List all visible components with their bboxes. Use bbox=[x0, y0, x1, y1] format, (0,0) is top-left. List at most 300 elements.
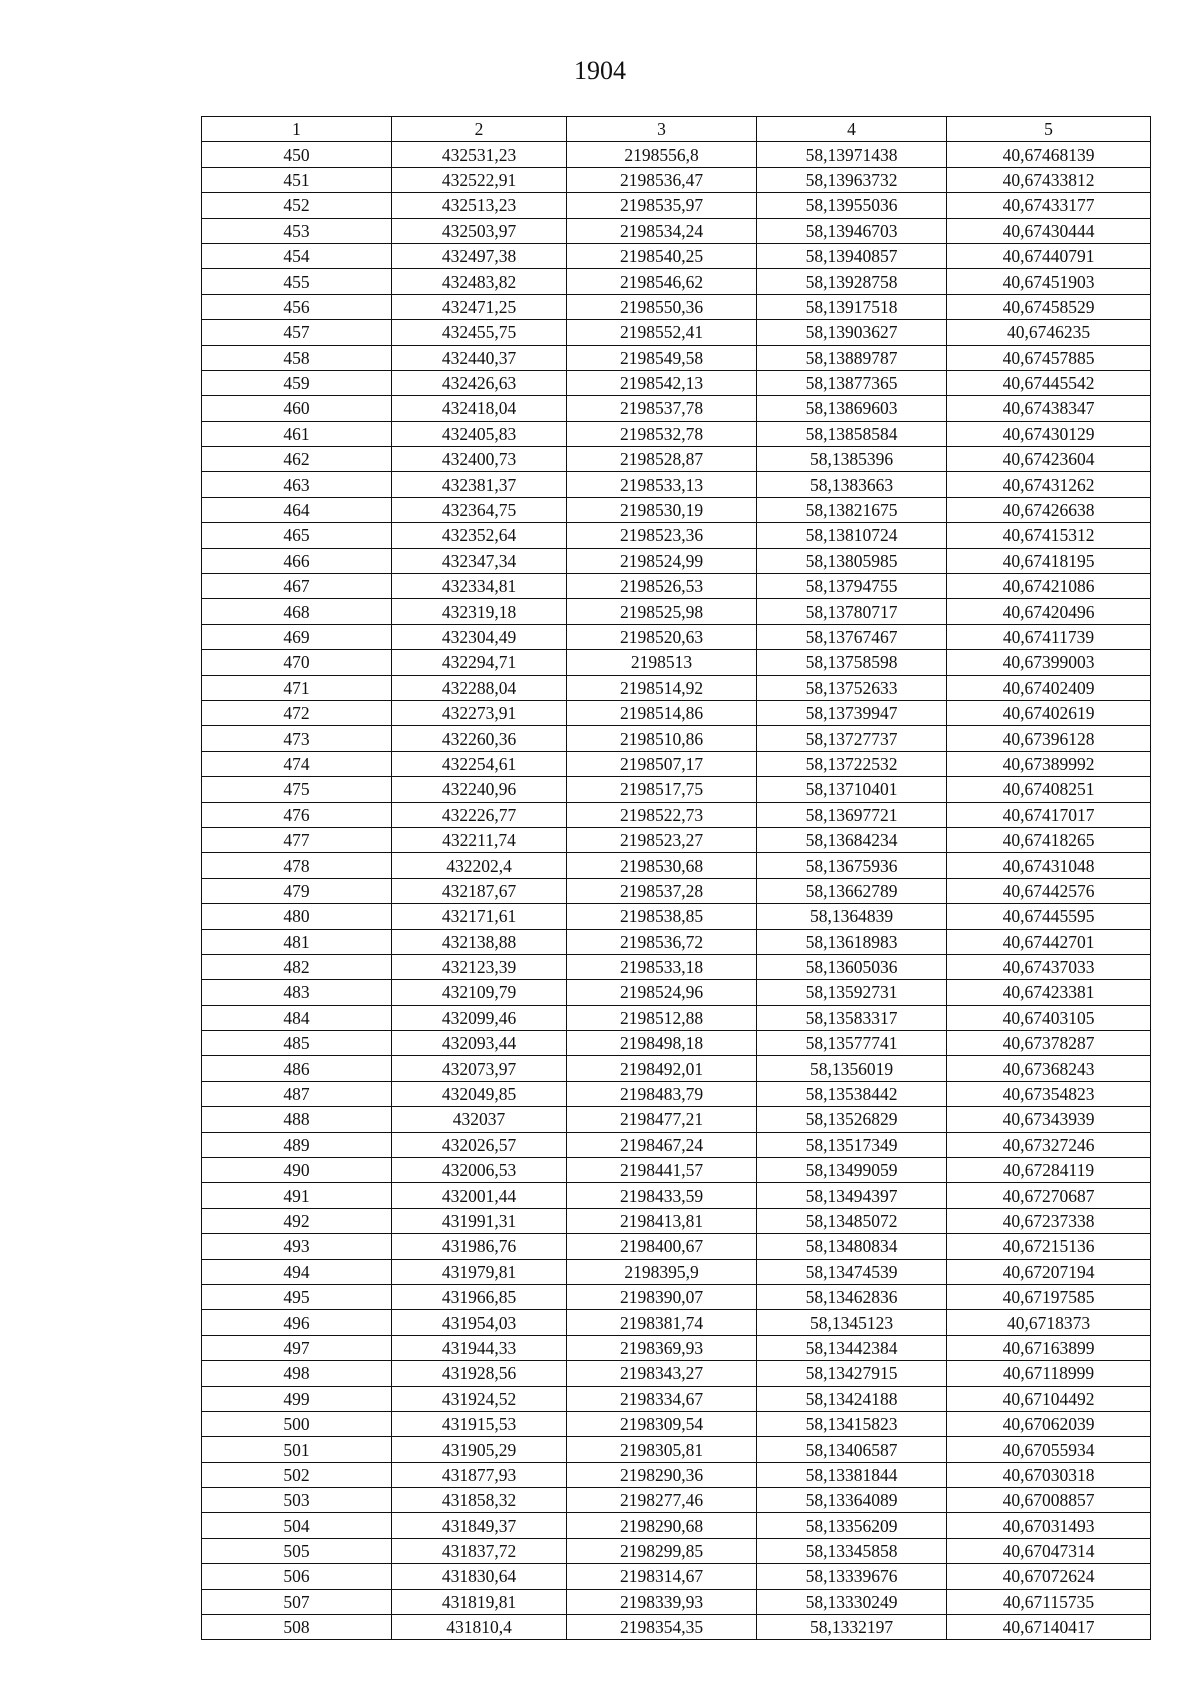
table-cell: 450 bbox=[202, 142, 392, 167]
table-cell: 40,67431262 bbox=[947, 472, 1151, 497]
table-cell: 453 bbox=[202, 218, 392, 243]
table-cell: 58,13424188 bbox=[757, 1386, 947, 1411]
table-cell: 58,13869603 bbox=[757, 396, 947, 421]
table-cell: 58,13381844 bbox=[757, 1462, 947, 1487]
table-cell: 481 bbox=[202, 929, 392, 954]
table-row bbox=[202, 269, 1151, 294]
table-cell: 2198390,07 bbox=[567, 1284, 757, 1309]
table-row bbox=[202, 1386, 1151, 1411]
table-cell: 58,13971438 bbox=[757, 142, 947, 167]
table-cell: 58,1356019 bbox=[757, 1056, 947, 1081]
table-cell: 432026,57 bbox=[392, 1132, 567, 1157]
table-cell: 58,13955036 bbox=[757, 193, 947, 218]
table-cell: 40,67399003 bbox=[947, 650, 1151, 675]
table-cell: 476 bbox=[202, 802, 392, 827]
table-cell: 58,13605036 bbox=[757, 954, 947, 979]
table-cell: 40,67047314 bbox=[947, 1538, 1151, 1563]
table-cell: 468 bbox=[202, 599, 392, 624]
table-cell: 2198513 bbox=[567, 650, 757, 675]
table-cell: 2198522,73 bbox=[567, 802, 757, 827]
table-cell: 485 bbox=[202, 1031, 392, 1056]
table-cell: 507 bbox=[202, 1589, 392, 1614]
table-cell: 2198534,24 bbox=[567, 218, 757, 243]
table-cell: 2198514,86 bbox=[567, 700, 757, 725]
table-row bbox=[202, 1335, 1151, 1360]
table-cell: 40,67031493 bbox=[947, 1513, 1151, 1538]
table-cell: 58,1332197 bbox=[757, 1615, 947, 1640]
table-cell: 431830,64 bbox=[392, 1564, 567, 1589]
table-cell: 2198354,35 bbox=[567, 1615, 757, 1640]
table-cell: 2198542,13 bbox=[567, 370, 757, 395]
table-cell: 480 bbox=[202, 904, 392, 929]
table-cell: 506 bbox=[202, 1564, 392, 1589]
table-row bbox=[202, 472, 1151, 497]
table-cell: 432099,46 bbox=[392, 1005, 567, 1030]
table-cell: 58,13538442 bbox=[757, 1081, 947, 1106]
table-body bbox=[202, 117, 1151, 1640]
table-cell: 455 bbox=[202, 269, 392, 294]
table-cell: 40,67421086 bbox=[947, 574, 1151, 599]
table-row bbox=[202, 523, 1151, 548]
table-cell: 2198533,18 bbox=[567, 954, 757, 979]
table-row bbox=[202, 1234, 1151, 1259]
table-cell: 494 bbox=[202, 1259, 392, 1284]
table-cell: 58,13810724 bbox=[757, 523, 947, 548]
table-cell: 431915,53 bbox=[392, 1411, 567, 1436]
table-row bbox=[202, 1259, 1151, 1284]
table-cell: 2198552,41 bbox=[567, 320, 757, 345]
table-cell: 2198517,75 bbox=[567, 777, 757, 802]
table-cell: 432531,23 bbox=[392, 142, 567, 167]
column-header: 3 bbox=[567, 117, 757, 142]
table-cell: 432123,39 bbox=[392, 954, 567, 979]
table-cell: 503 bbox=[202, 1488, 392, 1513]
table-cell: 58,13752633 bbox=[757, 675, 947, 700]
column-header: 4 bbox=[757, 117, 947, 142]
table-cell: 2198299,85 bbox=[567, 1538, 757, 1563]
table-cell: 58,13345858 bbox=[757, 1538, 947, 1563]
table-cell: 432483,82 bbox=[392, 269, 567, 294]
table-cell: 486 bbox=[202, 1056, 392, 1081]
table-cell: 58,13903627 bbox=[757, 320, 947, 345]
table-row bbox=[202, 802, 1151, 827]
table-cell: 2198524,99 bbox=[567, 548, 757, 573]
table-row bbox=[202, 929, 1151, 954]
table-cell: 2198512,88 bbox=[567, 1005, 757, 1030]
table-cell: 432211,74 bbox=[392, 827, 567, 852]
table-cell: 40,67163899 bbox=[947, 1335, 1151, 1360]
table-cell: 58,13946703 bbox=[757, 218, 947, 243]
table-cell: 40,6718373 bbox=[947, 1310, 1151, 1335]
table-cell: 432226,77 bbox=[392, 802, 567, 827]
table-cell: 431928,56 bbox=[392, 1361, 567, 1386]
table-cell: 431905,29 bbox=[392, 1437, 567, 1462]
table-cell: 58,13442384 bbox=[757, 1335, 947, 1360]
table-row bbox=[202, 954, 1151, 979]
table-cell: 40,67431048 bbox=[947, 853, 1151, 878]
table-cell: 58,1385396 bbox=[757, 447, 947, 472]
table-cell: 504 bbox=[202, 1513, 392, 1538]
table-row bbox=[202, 421, 1151, 446]
table-cell: 458 bbox=[202, 345, 392, 370]
table-cell: 471 bbox=[202, 675, 392, 700]
table-cell: 477 bbox=[202, 827, 392, 852]
table-cell: 491 bbox=[202, 1183, 392, 1208]
table-cell: 457 bbox=[202, 320, 392, 345]
table-cell: 40,67008857 bbox=[947, 1488, 1151, 1513]
table-cell: 432440,37 bbox=[392, 345, 567, 370]
table-cell: 432037 bbox=[392, 1107, 567, 1132]
table-cell: 498 bbox=[202, 1361, 392, 1386]
table-cell: 431837,72 bbox=[392, 1538, 567, 1563]
table-cell: 2198400,67 bbox=[567, 1234, 757, 1259]
table-cell: 2198537,78 bbox=[567, 396, 757, 421]
table-row bbox=[202, 624, 1151, 649]
table-row bbox=[202, 853, 1151, 878]
table-cell: 505 bbox=[202, 1538, 392, 1563]
table-cell: 58,13583317 bbox=[757, 1005, 947, 1030]
table-cell: 2198523,36 bbox=[567, 523, 757, 548]
table-cell: 40,67237338 bbox=[947, 1208, 1151, 1233]
table-cell: 40,67368243 bbox=[947, 1056, 1151, 1081]
table-cell: 502 bbox=[202, 1462, 392, 1487]
table-cell: 432513,23 bbox=[392, 193, 567, 218]
table-cell: 58,13330249 bbox=[757, 1589, 947, 1614]
table-row bbox=[202, 1310, 1151, 1335]
table-cell: 40,67062039 bbox=[947, 1411, 1151, 1436]
table-cell: 40,67327246 bbox=[947, 1132, 1151, 1157]
table-cell: 432254,61 bbox=[392, 751, 567, 776]
table-cell: 432471,25 bbox=[392, 294, 567, 319]
table-cell: 40,67343939 bbox=[947, 1107, 1151, 1132]
table-row bbox=[202, 726, 1151, 751]
column-header: 2 bbox=[392, 117, 567, 142]
table-cell: 473 bbox=[202, 726, 392, 751]
table-cell: 431924,52 bbox=[392, 1386, 567, 1411]
table-cell: 2198546,62 bbox=[567, 269, 757, 294]
table-cell: 40,67411739 bbox=[947, 624, 1151, 649]
table-cell: 431849,37 bbox=[392, 1513, 567, 1538]
table-cell: 58,13940857 bbox=[757, 243, 947, 268]
table-cell: 58,13427915 bbox=[757, 1361, 947, 1386]
table-row bbox=[202, 447, 1151, 472]
table-cell: 40,67451903 bbox=[947, 269, 1151, 294]
table-cell: 432334,81 bbox=[392, 574, 567, 599]
table-cell: 2198441,57 bbox=[567, 1158, 757, 1183]
table-cell: 432418,04 bbox=[392, 396, 567, 421]
table-cell: 492 bbox=[202, 1208, 392, 1233]
table-row bbox=[202, 1183, 1151, 1208]
table-cell: 465 bbox=[202, 523, 392, 548]
table-cell: 431944,33 bbox=[392, 1335, 567, 1360]
table-cell: 40,67445595 bbox=[947, 904, 1151, 929]
table-cell: 500 bbox=[202, 1411, 392, 1436]
table-cell: 2198507,17 bbox=[567, 751, 757, 776]
table-cell: 2198498,18 bbox=[567, 1031, 757, 1056]
table-cell: 432426,63 bbox=[392, 370, 567, 395]
table-row bbox=[202, 1361, 1151, 1386]
table-cell: 431877,93 bbox=[392, 1462, 567, 1487]
table-cell: 58,13889787 bbox=[757, 345, 947, 370]
table-row bbox=[202, 1107, 1151, 1132]
table-cell: 58,13675936 bbox=[757, 853, 947, 878]
table-cell: 40,67072624 bbox=[947, 1564, 1151, 1589]
table-cell: 40,67423604 bbox=[947, 447, 1151, 472]
table-cell: 432093,44 bbox=[392, 1031, 567, 1056]
table-row bbox=[202, 777, 1151, 802]
table-row bbox=[202, 1158, 1151, 1183]
table-cell: 497 bbox=[202, 1335, 392, 1360]
table-cell: 40,67207194 bbox=[947, 1259, 1151, 1284]
table-cell: 432503,97 bbox=[392, 218, 567, 243]
table-cell: 2198314,67 bbox=[567, 1564, 757, 1589]
table-cell: 470 bbox=[202, 650, 392, 675]
table-row bbox=[202, 218, 1151, 243]
table-cell: 459 bbox=[202, 370, 392, 395]
table-cell: 482 bbox=[202, 954, 392, 979]
table-cell: 40,67458529 bbox=[947, 294, 1151, 319]
table-cell: 432347,34 bbox=[392, 548, 567, 573]
table-row bbox=[202, 878, 1151, 903]
table-row bbox=[202, 142, 1151, 167]
table-cell: 58,1364839 bbox=[757, 904, 947, 929]
table-cell: 2198492,01 bbox=[567, 1056, 757, 1081]
table-cell: 2198525,98 bbox=[567, 599, 757, 624]
table-cell: 432364,75 bbox=[392, 497, 567, 522]
table-cell: 58,13739947 bbox=[757, 700, 947, 725]
table-cell: 432497,38 bbox=[392, 243, 567, 268]
table-cell: 484 bbox=[202, 1005, 392, 1030]
table-cell: 58,13662789 bbox=[757, 878, 947, 903]
table-cell: 40,67402409 bbox=[947, 675, 1151, 700]
table-cell: 40,6746235 bbox=[947, 320, 1151, 345]
table-cell: 431819,81 bbox=[392, 1589, 567, 1614]
table-cell: 432171,61 bbox=[392, 904, 567, 929]
table-cell: 432304,49 bbox=[392, 624, 567, 649]
coordinates-table bbox=[201, 116, 1151, 1640]
table-row bbox=[202, 1538, 1151, 1563]
table-cell: 431954,03 bbox=[392, 1310, 567, 1335]
table-cell: 493 bbox=[202, 1234, 392, 1259]
table-cell: 451 bbox=[202, 167, 392, 192]
table-row bbox=[202, 1208, 1151, 1233]
table-row bbox=[202, 675, 1151, 700]
table-cell: 2198523,27 bbox=[567, 827, 757, 852]
table-cell: 40,67417017 bbox=[947, 802, 1151, 827]
table-cell: 40,67284119 bbox=[947, 1158, 1151, 1183]
table-cell: 58,13415823 bbox=[757, 1411, 947, 1436]
table-cell: 58,13767467 bbox=[757, 624, 947, 649]
table-cell: 463 bbox=[202, 472, 392, 497]
table-cell: 431966,85 bbox=[392, 1284, 567, 1309]
table-cell: 483 bbox=[202, 980, 392, 1005]
table-cell: 40,67270687 bbox=[947, 1183, 1151, 1208]
table-cell: 40,67396128 bbox=[947, 726, 1151, 751]
table-row bbox=[202, 497, 1151, 522]
table-cell: 2198556,8 bbox=[567, 142, 757, 167]
table-cell: 40,67433812 bbox=[947, 167, 1151, 192]
table-cell: 499 bbox=[202, 1386, 392, 1411]
table-cell: 58,13356209 bbox=[757, 1513, 947, 1538]
table-cell: 58,13963732 bbox=[757, 167, 947, 192]
table-cell: 2198528,87 bbox=[567, 447, 757, 472]
table-cell: 2198514,92 bbox=[567, 675, 757, 700]
table-cell: 461 bbox=[202, 421, 392, 446]
table-cell: 488 bbox=[202, 1107, 392, 1132]
table-cell: 58,13592731 bbox=[757, 980, 947, 1005]
table-row bbox=[202, 1411, 1151, 1436]
table-cell: 2198413,81 bbox=[567, 1208, 757, 1233]
table-cell: 432260,36 bbox=[392, 726, 567, 751]
table-cell: 475 bbox=[202, 777, 392, 802]
table-cell: 40,67420496 bbox=[947, 599, 1151, 624]
table-cell: 495 bbox=[202, 1284, 392, 1309]
table-row bbox=[202, 1056, 1151, 1081]
table-cell: 432455,75 bbox=[392, 320, 567, 345]
table-cell: 58,13485072 bbox=[757, 1208, 947, 1233]
table-cell: 462 bbox=[202, 447, 392, 472]
table-row bbox=[202, 827, 1151, 852]
table-cell: 432006,53 bbox=[392, 1158, 567, 1183]
table-cell: 58,13339676 bbox=[757, 1564, 947, 1589]
table-cell: 2198526,53 bbox=[567, 574, 757, 599]
table-cell: 40,67442576 bbox=[947, 878, 1151, 903]
table-cell: 58,13780717 bbox=[757, 599, 947, 624]
table-row bbox=[202, 700, 1151, 725]
table-cell: 2198290,68 bbox=[567, 1513, 757, 1538]
table-row bbox=[202, 650, 1151, 675]
table-cell: 2198520,63 bbox=[567, 624, 757, 649]
table-cell: 2198538,85 bbox=[567, 904, 757, 929]
table-cell: 508 bbox=[202, 1615, 392, 1640]
table-row bbox=[202, 167, 1151, 192]
table-cell: 2198530,68 bbox=[567, 853, 757, 878]
table-cell: 40,67437033 bbox=[947, 954, 1151, 979]
table-cell: 432294,71 bbox=[392, 650, 567, 675]
table-row bbox=[202, 980, 1151, 1005]
table-cell: 432381,37 bbox=[392, 472, 567, 497]
table-row bbox=[202, 294, 1151, 319]
table-cell: 2198524,96 bbox=[567, 980, 757, 1005]
table-cell: 40,67438347 bbox=[947, 396, 1151, 421]
table-cell: 58,13494397 bbox=[757, 1183, 947, 1208]
table-cell: 58,13577741 bbox=[757, 1031, 947, 1056]
table-row bbox=[202, 1005, 1151, 1030]
table-cell: 58,13499059 bbox=[757, 1158, 947, 1183]
table-cell: 2198290,36 bbox=[567, 1462, 757, 1487]
table-cell: 431986,76 bbox=[392, 1234, 567, 1259]
table-cell: 58,13618983 bbox=[757, 929, 947, 954]
table-cell: 432288,04 bbox=[392, 675, 567, 700]
table-row bbox=[202, 1132, 1151, 1157]
table-cell: 40,67403105 bbox=[947, 1005, 1151, 1030]
table-cell: 40,67389992 bbox=[947, 751, 1151, 776]
table-row bbox=[202, 1488, 1151, 1513]
table-cell: 40,67354823 bbox=[947, 1081, 1151, 1106]
table-cell: 2198537,28 bbox=[567, 878, 757, 903]
table-cell: 2198334,67 bbox=[567, 1386, 757, 1411]
table-cell: 490 bbox=[202, 1158, 392, 1183]
table-row bbox=[202, 1462, 1151, 1487]
table-row bbox=[202, 345, 1151, 370]
table-cell: 432202,4 bbox=[392, 853, 567, 878]
table-cell: 40,67408251 bbox=[947, 777, 1151, 802]
table-cell: 40,67215136 bbox=[947, 1234, 1151, 1259]
table-header-row bbox=[202, 117, 1151, 142]
table-cell: 2198339,93 bbox=[567, 1589, 757, 1614]
table-cell: 40,67445542 bbox=[947, 370, 1151, 395]
table-cell: 2198343,27 bbox=[567, 1361, 757, 1386]
table-cell: 496 bbox=[202, 1310, 392, 1335]
table-cell: 431810,4 bbox=[392, 1615, 567, 1640]
table-cell: 58,1345123 bbox=[757, 1310, 947, 1335]
table-cell: 40,67415312 bbox=[947, 523, 1151, 548]
table-cell: 40,67457885 bbox=[947, 345, 1151, 370]
table-cell: 40,67115735 bbox=[947, 1589, 1151, 1614]
table-cell: 58,13821675 bbox=[757, 497, 947, 522]
page-number: 1904 bbox=[574, 56, 626, 85]
table-cell: 58,13858584 bbox=[757, 421, 947, 446]
table-cell: 58,13697721 bbox=[757, 802, 947, 827]
table-cell: 40,67197585 bbox=[947, 1284, 1151, 1309]
column-header: 1 bbox=[202, 117, 392, 142]
table-cell: 58,13364089 bbox=[757, 1488, 947, 1513]
table-cell: 479 bbox=[202, 878, 392, 903]
table-row bbox=[202, 193, 1151, 218]
table-row bbox=[202, 751, 1151, 776]
table-cell: 432049,85 bbox=[392, 1081, 567, 1106]
table-cell: 40,67430129 bbox=[947, 421, 1151, 446]
table-cell: 40,67426638 bbox=[947, 497, 1151, 522]
table-cell: 40,67402619 bbox=[947, 700, 1151, 725]
table-cell: 2198550,36 bbox=[567, 294, 757, 319]
table-row bbox=[202, 574, 1151, 599]
table-cell: 2198530,19 bbox=[567, 497, 757, 522]
table-cell: 58,13474539 bbox=[757, 1259, 947, 1284]
table-cell: 58,13928758 bbox=[757, 269, 947, 294]
table-cell: 432138,88 bbox=[392, 929, 567, 954]
table-cell: 432352,64 bbox=[392, 523, 567, 548]
table-cell: 2198533,13 bbox=[567, 472, 757, 497]
table-cell: 432405,83 bbox=[392, 421, 567, 446]
table-cell: 58,13684234 bbox=[757, 827, 947, 852]
column-header: 5 bbox=[947, 117, 1151, 142]
table-row bbox=[202, 548, 1151, 573]
table-cell: 40,67433177 bbox=[947, 193, 1151, 218]
table-cell: 432400,73 bbox=[392, 447, 567, 472]
table-cell: 466 bbox=[202, 548, 392, 573]
table-cell: 2198305,81 bbox=[567, 1437, 757, 1462]
table-cell: 40,67423381 bbox=[947, 980, 1151, 1005]
table-cell: 2198381,74 bbox=[567, 1310, 757, 1335]
table-cell: 58,13758598 bbox=[757, 650, 947, 675]
table-row bbox=[202, 1513, 1151, 1538]
table-cell: 478 bbox=[202, 853, 392, 878]
table-cell: 2198549,58 bbox=[567, 345, 757, 370]
table-row bbox=[202, 1284, 1151, 1309]
table-cell: 2198369,93 bbox=[567, 1335, 757, 1360]
table-cell: 489 bbox=[202, 1132, 392, 1157]
table-row bbox=[202, 320, 1151, 345]
table-row bbox=[202, 243, 1151, 268]
table-cell: 501 bbox=[202, 1437, 392, 1462]
table-cell: 40,67418265 bbox=[947, 827, 1151, 852]
table-cell: 40,67118999 bbox=[947, 1361, 1151, 1386]
table-cell: 474 bbox=[202, 751, 392, 776]
table-cell: 58,13917518 bbox=[757, 294, 947, 319]
table-cell: 487 bbox=[202, 1081, 392, 1106]
table-cell: 467 bbox=[202, 574, 392, 599]
